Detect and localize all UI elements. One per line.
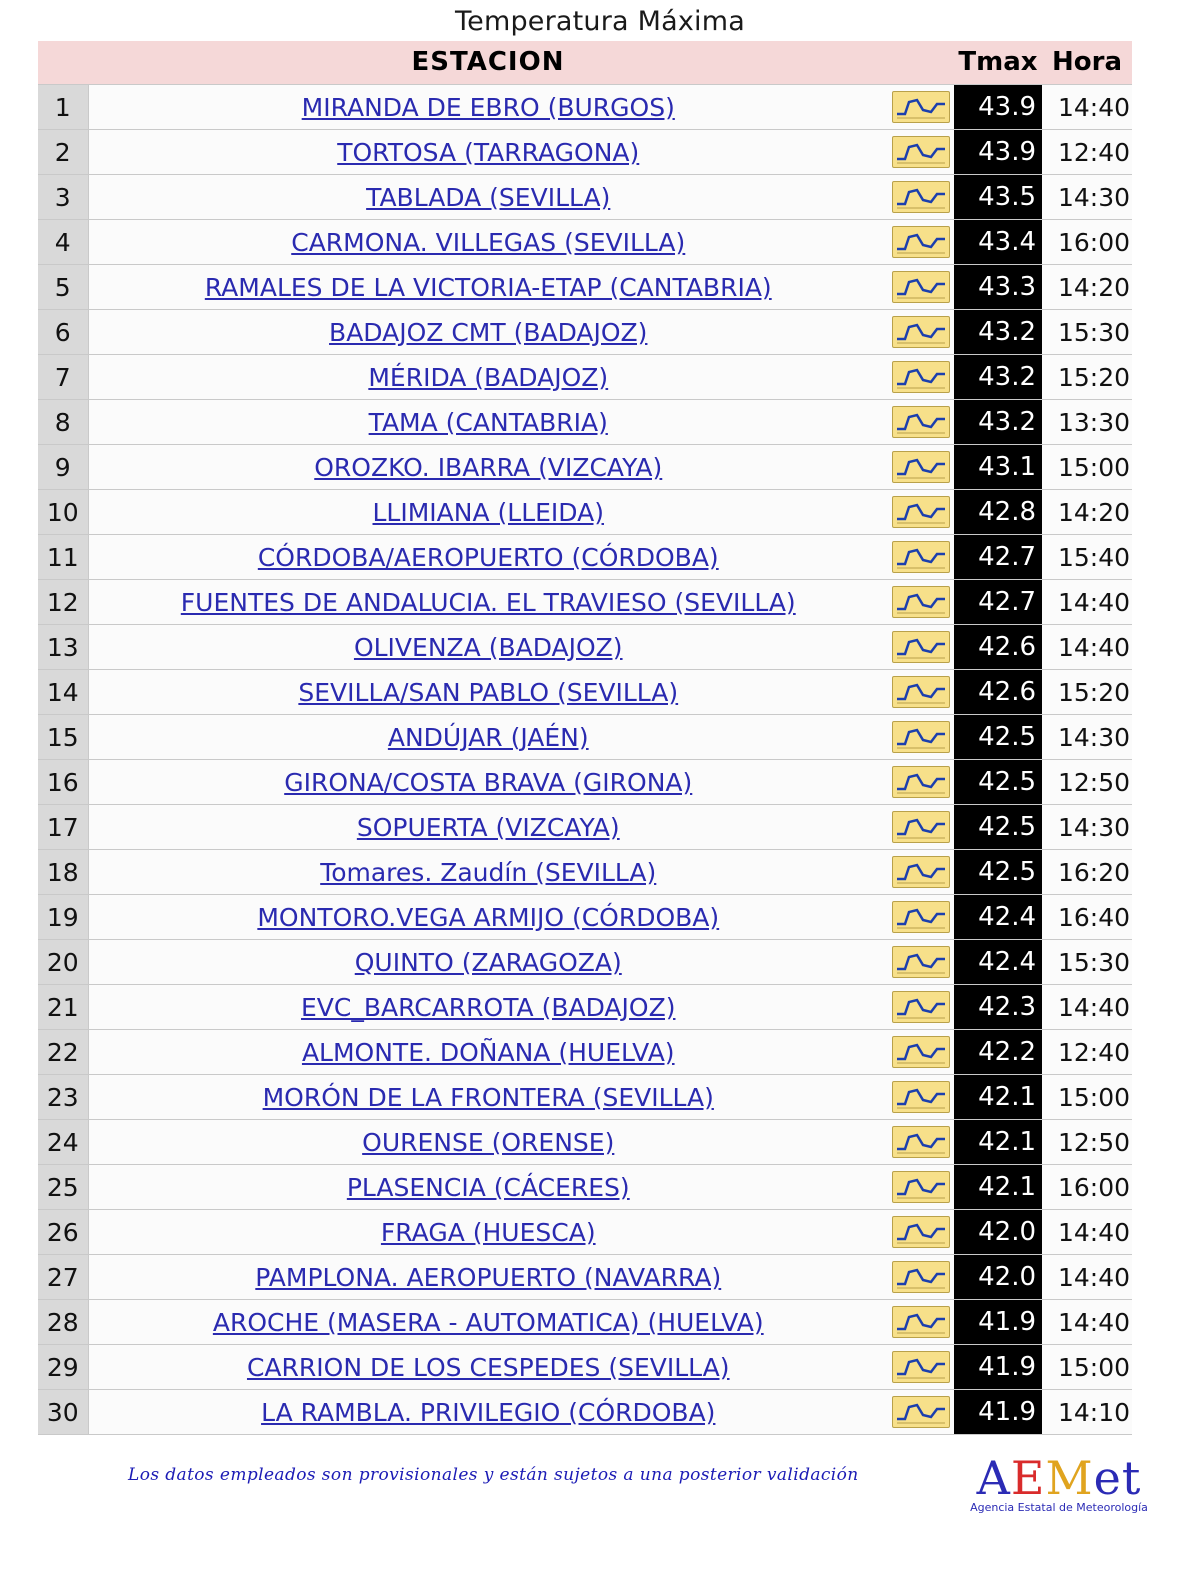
row-station [88,625,888,670]
table-row [38,1390,1132,1435]
row-chart-cell[interactable] [888,1075,954,1120]
row-tmax: 42.5 [954,760,1042,805]
row-rank: 10 [38,490,88,535]
row-hora: 14:20 [1042,265,1132,310]
row-hora: 14:20 [1042,490,1132,535]
table-row [38,175,1132,220]
table-row [38,355,1132,400]
chart-icon[interactable] [892,226,950,258]
table-row [38,850,1132,895]
station-link[interactable]: OLIVENZA (BADAJOZ) [353,632,623,662]
row-chart-cell[interactable] [888,175,954,220]
table-row [38,940,1132,985]
chart-icon[interactable] [892,721,950,753]
logo-letters-et: et [1093,1451,1142,1505]
row-chart-cell[interactable] [888,760,954,805]
row-station [88,175,888,220]
row-hora: 12:50 [1042,760,1132,805]
station-link[interactable]: CÓRDOBA/AEROPUERTO (CÓRDOBA) [257,542,719,572]
page-footer [0,1451,1200,1571]
chart-icon[interactable] [892,676,950,708]
row-hora: 12:50 [1042,1120,1132,1165]
aemet-logo [964,1451,1154,1514]
table-row [38,220,1132,265]
row-tmax: 41.9 [954,1300,1042,1345]
row-rank: 22 [38,1030,88,1075]
table-row [38,715,1132,760]
row-chart-cell[interactable] [888,715,954,760]
row-tmax: 43.9 [954,85,1042,130]
row-tmax: 41.9 [954,1390,1042,1435]
row-rank: 16 [38,760,88,805]
column-header-tmax: Tmax [954,41,1042,85]
station-link[interactable]: SEVILLA/SAN PABLO (SEVILLA) [298,677,679,707]
row-tmax: 43.9 [954,130,1042,175]
station-link[interactable]: ANDÚJAR (JAÉN) [387,722,589,752]
row-hora: 14:40 [1042,1255,1132,1300]
page-title: Temperatura Máxima [455,6,745,37]
row-hora: 15:30 [1042,310,1132,355]
chart-icon[interactable] [892,766,950,798]
row-station [88,130,888,175]
row-station [88,850,888,895]
row-tmax: 42.2 [954,1030,1042,1075]
station-link[interactable]: EVC_BARCARROTA (BADAJOZ) [301,992,676,1022]
chart-icon[interactable] [892,496,950,528]
row-station [88,1255,888,1300]
chart-icon[interactable] [892,811,950,843]
row-chart-cell[interactable] [888,940,954,985]
row-station [88,715,888,760]
table-row [38,985,1132,1030]
station-link[interactable]: OROZKO. IBARRA (VIZCAYA) [314,452,663,482]
column-header-estacion: ESTACION [88,41,888,85]
station-link[interactable]: OURENSE (ORENSE) [362,1127,615,1157]
table-row [38,625,1132,670]
row-hora: 16:40 [1042,895,1132,940]
row-chart-cell[interactable] [888,220,954,265]
row-chart-cell[interactable] [888,1120,954,1165]
row-tmax: 42.7 [954,580,1042,625]
row-rank: 5 [38,265,88,310]
row-hora: 15:00 [1042,1345,1132,1390]
row-station [88,1120,888,1165]
row-rank: 20 [38,940,88,985]
row-tmax: 42.8 [954,490,1042,535]
row-station [88,1210,888,1255]
table-row [38,1120,1132,1165]
row-station [88,310,888,355]
row-chart-cell[interactable] [888,625,954,670]
row-rank: 3 [38,175,88,220]
row-chart-cell[interactable] [888,1300,954,1345]
chart-icon[interactable] [892,1261,950,1293]
chart-icon[interactable] [892,991,950,1023]
station-link[interactable]: TAMA (CANTABRIA) [368,407,608,437]
row-rank: 9 [38,445,88,490]
row-rank: 29 [38,1345,88,1390]
table-row [38,1345,1132,1390]
row-chart-cell[interactable] [888,1030,954,1075]
station-link[interactable]: CARMONA. VILLEGAS (SEVILLA) [291,227,686,257]
row-hora: 15:20 [1042,355,1132,400]
chart-icon[interactable] [892,406,950,438]
row-rank: 25 [38,1165,88,1210]
row-chart-cell[interactable] [888,850,954,895]
chart-icon[interactable] [892,361,950,393]
row-tmax: 42.1 [954,1120,1042,1165]
chart-icon[interactable] [892,271,950,303]
column-header-hora: Hora [1042,41,1132,85]
row-rank: 8 [38,400,88,445]
row-rank: 7 [38,355,88,400]
chart-icon[interactable] [892,1396,950,1428]
row-tmax: 42.4 [954,940,1042,985]
row-hora: 12:40 [1042,130,1132,175]
station-link[interactable]: ALMONTE. DOÑANA (HUELVA) [301,1037,675,1067]
row-tmax: 42.1 [954,1165,1042,1210]
table-row [38,760,1132,805]
chart-icon[interactable] [892,946,950,978]
row-station [88,355,888,400]
row-chart-cell[interactable] [888,985,954,1030]
table-row [38,1075,1132,1120]
chart-icon[interactable] [892,901,950,933]
row-tmax: 42.0 [954,1255,1042,1300]
row-tmax: 43.2 [954,355,1042,400]
row-rank: 17 [38,805,88,850]
row-station [88,580,888,625]
row-rank: 24 [38,1120,88,1165]
row-rank: 12 [38,580,88,625]
row-chart-cell[interactable] [888,265,954,310]
chart-icon[interactable] [892,181,950,213]
chart-icon[interactable] [892,631,950,663]
row-hora: 14:30 [1042,715,1132,760]
row-chart-cell[interactable] [888,130,954,175]
logo-subtitle: Agencia Estatal de Meteorología [970,1501,1148,1514]
table-row [38,895,1132,940]
row-chart-cell[interactable] [888,805,954,850]
row-station [88,535,888,580]
row-chart-cell[interactable] [888,670,954,715]
table-header [38,41,1132,85]
chart-icon[interactable] [892,856,950,888]
station-link[interactable]: LA RAMBLA. PRIVILEGIO (CÓRDOBA) [261,1397,716,1427]
table-row [38,535,1132,580]
row-hora: 14:10 [1042,1390,1132,1435]
row-hora: 14:40 [1042,580,1132,625]
station-link[interactable]: MÉRIDA (BADAJOZ) [368,362,609,392]
table-row [38,310,1132,355]
row-rank: 15 [38,715,88,760]
row-station [88,985,888,1030]
row-chart-cell[interactable] [888,1255,954,1300]
row-station [88,895,888,940]
table-row [38,580,1132,625]
chart-icon[interactable] [892,541,950,573]
station-link[interactable]: MONTORO.VEGA ARMIJO (CÓRDOBA) [257,902,720,932]
row-hora: 14:40 [1042,85,1132,130]
row-station [88,805,888,850]
chart-icon[interactable] [892,1306,950,1338]
row-rank: 19 [38,895,88,940]
chart-icon[interactable] [892,451,950,483]
row-station [88,1165,888,1210]
table-row [38,670,1132,715]
row-tmax: 42.6 [954,670,1042,715]
row-hora: 15:00 [1042,445,1132,490]
row-tmax: 42.3 [954,985,1042,1030]
station-link[interactable]: FRAGA (HUESCA) [380,1217,596,1247]
table-body [38,85,1132,1435]
row-hora: 14:30 [1042,805,1132,850]
station-link[interactable]: Tomares. Zaudín (SEVILLA) [320,857,657,887]
table-row [38,490,1132,535]
station-link[interactable]: MORÓN DE LA FRONTERA (SEVILLA) [262,1082,714,1112]
row-rank: 4 [38,220,88,265]
row-rank: 27 [38,1255,88,1300]
row-station [88,670,888,715]
column-header-icon [888,41,954,85]
station-link[interactable]: TABLADA (SEVILLA) [366,182,611,212]
row-tmax: 43.1 [954,445,1042,490]
table-row [38,1210,1132,1255]
logo-letter-e: E [1010,1451,1046,1505]
row-rank: 21 [38,985,88,1030]
row-hora: 12:40 [1042,1030,1132,1075]
aemet-wordmark [964,1451,1154,1505]
row-chart-cell[interactable] [888,1390,954,1435]
row-chart-cell[interactable] [888,85,954,130]
row-hora: 15:40 [1042,535,1132,580]
station-link[interactable]: QUINTO (ZARAGOZA) [354,947,622,977]
chart-icon[interactable] [892,316,950,348]
row-rank: 1 [38,85,88,130]
row-station [88,265,888,310]
row-tmax: 42.1 [954,1075,1042,1120]
row-chart-cell[interactable] [888,895,954,940]
row-rank: 6 [38,310,88,355]
station-link[interactable]: GIRONA/COSTA BRAVA (GIRONA) [284,767,693,797]
row-hora: 16:00 [1042,220,1132,265]
chart-icon[interactable] [892,1351,950,1383]
row-rank: 28 [38,1300,88,1345]
chart-icon[interactable] [892,1081,950,1113]
row-tmax: 42.4 [954,895,1042,940]
row-hora: 14:40 [1042,1210,1132,1255]
table-row [38,1255,1132,1300]
row-chart-cell[interactable] [888,1210,954,1255]
row-rank: 14 [38,670,88,715]
row-hora: 14:40 [1042,625,1132,670]
row-rank: 11 [38,535,88,580]
row-tmax: 43.2 [954,400,1042,445]
table-row [38,265,1132,310]
table-header-row [38,41,1132,85]
table-row [38,130,1132,175]
row-hora: 16:00 [1042,1165,1132,1210]
row-chart-cell[interactable] [888,1345,954,1390]
row-tmax: 43.3 [954,265,1042,310]
row-hora: 14:40 [1042,1300,1132,1345]
row-station [88,1030,888,1075]
row-tmax: 43.4 [954,220,1042,265]
row-chart-cell[interactable] [888,580,954,625]
row-station [88,445,888,490]
row-hora: 15:30 [1042,940,1132,985]
station-link[interactable]: FUENTES DE ANDALUCIA. EL TRAVIESO (SEVILLA) [180,587,796,617]
row-tmax: 41.9 [954,1345,1042,1390]
row-station [88,760,888,805]
row-rank: 2 [38,130,88,175]
row-chart-cell[interactable] [888,400,954,445]
station-link[interactable]: LLIMIANA (LLEIDA) [372,497,604,527]
row-rank: 13 [38,625,88,670]
table-row [38,1300,1132,1345]
table-row [38,400,1132,445]
row-station [88,1345,888,1390]
table-row [38,85,1132,130]
row-hora: 16:20 [1042,850,1132,895]
row-rank: 18 [38,850,88,895]
row-tmax: 42.5 [954,805,1042,850]
station-link[interactable]: RAMALES DE LA VICTORIA-ETAP (CANTABRIA) [204,272,772,302]
station-link[interactable]: PLASENCIA (CÁCERES) [346,1172,630,1202]
row-hora: 15:00 [1042,1075,1132,1120]
station-link[interactable]: BADAJOZ CMT (BADAJOZ) [329,317,648,347]
row-chart-cell[interactable] [888,535,954,580]
row-chart-cell[interactable] [888,490,954,535]
row-station [88,85,888,130]
row-tmax: 42.6 [954,625,1042,670]
station-link[interactable]: MIRANDA DE EBRO (BURGOS) [301,92,675,122]
row-station [88,1075,888,1120]
row-chart-cell[interactable] [888,1165,954,1210]
row-rank: 23 [38,1075,88,1120]
station-link[interactable]: CARRION DE LOS CESPEDES (SEVILLA) [246,1352,730,1382]
table-row [38,1030,1132,1075]
table-row [38,805,1132,850]
row-rank: 30 [38,1390,88,1435]
row-tmax: 42.5 [954,850,1042,895]
row-rank: 26 [38,1210,88,1255]
row-station [88,490,888,535]
logo-letter-m: M [1045,1451,1094,1505]
row-station [88,1300,888,1345]
row-station [88,1390,888,1435]
logo-letter-a: A [976,1451,1011,1505]
chart-icon[interactable] [892,1036,950,1068]
row-tmax: 43.2 [954,310,1042,355]
row-station [88,940,888,985]
row-tmax: 42.7 [954,535,1042,580]
row-chart-cell[interactable] [888,355,954,400]
row-hora: 14:40 [1042,985,1132,1030]
table-row [38,1165,1132,1210]
max-temperature-table [38,41,1132,1435]
row-tmax: 42.5 [954,715,1042,760]
row-hora: 14:30 [1042,175,1132,220]
table-row [38,445,1132,490]
chart-icon[interactable] [892,1126,950,1158]
row-hora: 15:20 [1042,670,1132,715]
disclaimer-note: Los datos empleados son provisionales y están sujetos a una posterior validación [128,1465,859,1485]
station-link[interactable]: AROCHE (MASERA - AUTOMATICA) (HUELVA) [212,1307,764,1337]
station-link[interactable]: PAMPLONA. AEROPUERTO (NAVARRA) [255,1262,722,1292]
row-station [88,220,888,265]
station-link[interactable]: TORTOSA (TARRAGONA) [337,137,640,167]
column-header-rank [38,41,88,85]
row-tmax: 43.5 [954,175,1042,220]
chart-icon[interactable] [892,586,950,618]
chart-icon[interactable] [892,136,950,168]
chart-icon[interactable] [892,91,950,123]
row-tmax: 42.0 [954,1210,1042,1255]
row-chart-cell[interactable] [888,445,954,490]
row-chart-cell[interactable] [888,310,954,355]
chart-icon[interactable] [892,1171,950,1203]
chart-icon[interactable] [892,1216,950,1248]
station-link[interactable]: SOPUERTA (VIZCAYA) [356,812,620,842]
row-hora: 13:30 [1042,400,1132,445]
row-station [88,400,888,445]
